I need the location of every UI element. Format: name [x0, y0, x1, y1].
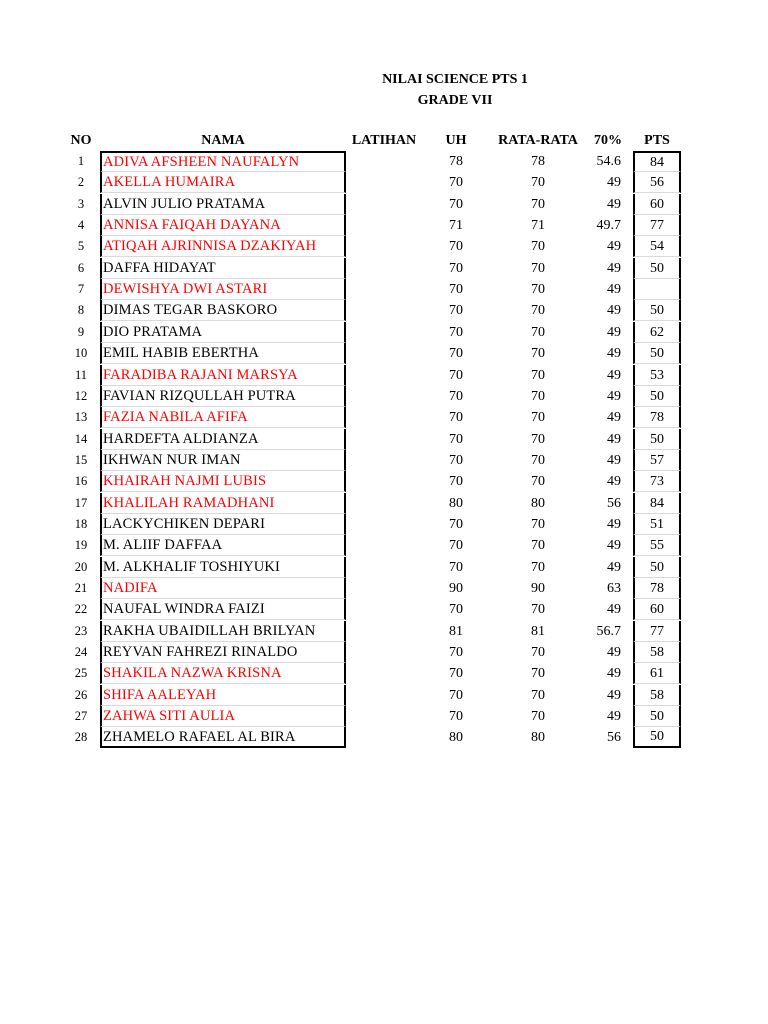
row-number: 25: [74, 666, 88, 681]
rata-rata-score: 70: [531, 196, 545, 212]
table-row: [0, 194, 768, 215]
rata-rata-score: 70: [531, 452, 545, 468]
pts-score: 50: [633, 429, 681, 450]
student-name: REYVAN FAHREZI RINALDO: [100, 642, 346, 663]
uh-score: 71: [449, 218, 463, 234]
rata-rata-score: 80: [531, 495, 545, 511]
row-number: 24: [74, 645, 88, 660]
student-name: DEWISHYA DWI ASTARI: [100, 279, 346, 300]
student-name: EMIL HABIB EBERTHA: [100, 343, 346, 364]
row-number: 12: [74, 388, 88, 403]
row-number: 3: [77, 196, 85, 211]
seventy-percent-score: 49: [607, 431, 621, 447]
pts-score: 53: [633, 365, 681, 386]
uh-score: 78: [449, 154, 463, 169]
table-row: [0, 706, 768, 727]
header-no: NO: [70, 133, 92, 148]
seventy-percent-score: 63: [607, 581, 621, 596]
seventy-percent-score: 56: [607, 495, 621, 511]
seventy-percent-score: 49: [607, 175, 621, 191]
table-row: [0, 322, 768, 343]
seventy-percent-score: 49: [607, 303, 621, 319]
pts-score: 62: [633, 322, 681, 343]
student-name: ALVIN JULIO PRATAMA: [100, 194, 346, 215]
student-name: NAUFAL WINDRA FAIZI: [100, 599, 346, 620]
pts-score: 51: [633, 514, 681, 535]
row-number: 10: [74, 346, 88, 361]
student-name: LACKYCHIKEN DEPARI: [100, 514, 346, 535]
table-row: [0, 599, 768, 620]
pts-score: 56: [633, 172, 681, 193]
table-row: [0, 407, 768, 428]
pts-score: 57: [633, 450, 681, 471]
uh-score: 70: [449, 602, 463, 618]
pts-score: 60: [633, 194, 681, 215]
pts-score: 50: [633, 706, 681, 727]
rata-rata-score: 70: [531, 346, 545, 362]
pts-score: 54: [633, 236, 681, 257]
student-name: FAZIA NABILA AFIFA: [100, 407, 346, 428]
rata-rata-score: 70: [531, 602, 545, 618]
rata-rata-score: 70: [531, 367, 545, 383]
row-number: 26: [74, 687, 88, 702]
student-name: M. ALKHALIF TOSHIYUKI: [100, 557, 346, 578]
seventy-percent-score: 49: [607, 260, 621, 276]
seventy-percent-score: 49.7: [596, 218, 621, 234]
student-name: DAFFA HIDAYAT: [100, 258, 346, 279]
row-number: 18: [74, 516, 88, 531]
seventy-percent-score: 49: [607, 474, 621, 490]
pts-score: 50: [633, 386, 681, 407]
rata-rata-score: 70: [531, 175, 545, 191]
seventy-percent-score: 49: [607, 602, 621, 618]
row-number: 8: [77, 303, 85, 318]
pts-score: 77: [633, 621, 681, 642]
rata-rata-score: 81: [531, 623, 545, 639]
uh-score: 70: [449, 709, 463, 725]
uh-score: 80: [449, 730, 463, 746]
uh-score: 70: [449, 559, 463, 575]
student-name: SHAKILA NAZWA KRISNA: [100, 663, 346, 684]
table-row: [0, 343, 768, 364]
rata-rata-score: 70: [531, 709, 545, 725]
student-name: ATIQAH AJRINNISA DZAKIYAH: [100, 236, 346, 257]
pts-score: 61: [633, 663, 681, 684]
uh-score: 70: [449, 410, 463, 426]
row-number: 27: [74, 709, 88, 724]
row-number: 23: [74, 623, 88, 638]
table-row: [0, 429, 768, 450]
header-70-percent: 70%: [594, 133, 622, 148]
rata-rata-score: 70: [531, 260, 545, 276]
seventy-percent-score: 49: [607, 239, 621, 255]
uh-score: 70: [449, 324, 463, 340]
uh-score: 70: [449, 388, 463, 404]
row-number: 9: [77, 324, 85, 339]
table-row: [0, 151, 768, 172]
rata-rata-score: 70: [531, 559, 545, 575]
seventy-percent-score: 49: [607, 346, 621, 362]
uh-score: 70: [449, 346, 463, 362]
seventy-percent-score: 49: [607, 410, 621, 426]
uh-score: 81: [449, 623, 463, 639]
header-pts: PTS: [644, 133, 670, 148]
student-name: RAKHA UBAIDILLAH BRILYAN: [100, 621, 346, 642]
row-number: 17: [74, 495, 88, 510]
uh-score: 70: [449, 474, 463, 490]
uh-score: 70: [449, 367, 463, 383]
student-name: ZAHWA SITI AULIA: [100, 706, 346, 727]
table-row: [0, 215, 768, 236]
row-number: 2: [77, 175, 85, 190]
rata-rata-score: 70: [531, 516, 545, 532]
student-name: ADIVA AFSHEEN NAUFALYN: [100, 151, 346, 172]
uh-score: 90: [449, 581, 463, 596]
uh-score: 70: [449, 452, 463, 468]
row-number: 7: [77, 282, 85, 297]
student-name: M. ALIIF DAFFAA: [100, 535, 346, 556]
student-name: AKELLA HUMAIRA: [100, 172, 346, 193]
pts-score: 50: [633, 343, 681, 364]
student-name: FARADIBA RAJANI MARSYA: [100, 365, 346, 386]
page-subtitle: GRADE VII: [417, 93, 493, 108]
table-row: [0, 663, 768, 684]
seventy-percent-score: 49: [607, 559, 621, 575]
rata-rata-score: 70: [531, 645, 545, 661]
rata-rata-score: 80: [531, 730, 545, 746]
row-number: 14: [74, 431, 88, 446]
row-number: 20: [74, 559, 88, 574]
seventy-percent-score: 49: [607, 367, 621, 383]
row-number: 28: [74, 730, 88, 745]
uh-score: 70: [449, 282, 463, 298]
student-name: IKHWAN NUR IMAN: [100, 450, 346, 471]
seventy-percent-score: 49: [607, 282, 621, 298]
table-row: [0, 172, 768, 193]
seventy-percent-score: 49: [607, 196, 621, 212]
uh-score: 80: [449, 495, 463, 511]
pts-score: 50: [633, 258, 681, 279]
pts-score: 84: [633, 151, 681, 172]
row-number: 4: [77, 218, 85, 233]
rata-rata-score: 70: [531, 388, 545, 404]
table-row: [0, 685, 768, 706]
uh-score: 70: [449, 645, 463, 661]
seventy-percent-score: 49: [607, 388, 621, 404]
row-number: 21: [74, 581, 88, 595]
pts-score: 58: [633, 642, 681, 663]
seventy-percent-score: 54.6: [596, 154, 621, 169]
rata-rata-score: 70: [531, 282, 545, 298]
seventy-percent-score: 49: [607, 538, 621, 554]
rata-rata-score: 70: [531, 474, 545, 490]
header-nama: NAMA: [201, 133, 245, 148]
uh-score: 70: [449, 303, 463, 319]
student-name: DIO PRATAMA: [100, 322, 346, 343]
table-row: [0, 578, 768, 599]
table-row: [0, 386, 768, 407]
rata-rata-score: 70: [531, 410, 545, 426]
pts-score: 58: [633, 685, 681, 706]
table-row: [0, 642, 768, 663]
header-rata-rata: RATA-RATA: [498, 133, 578, 148]
pts-score: 77: [633, 215, 681, 236]
row-number: 13: [74, 410, 88, 425]
row-number: 16: [74, 474, 88, 489]
header-latihan: LATIHAN: [351, 133, 417, 148]
student-name: NADIFA: [100, 578, 346, 599]
uh-score: 70: [449, 687, 463, 703]
table-row: [0, 535, 768, 556]
pts-score: 50: [633, 300, 681, 321]
row-number: 6: [77, 260, 85, 275]
row-number: 1: [77, 154, 85, 168]
uh-score: 70: [449, 196, 463, 212]
seventy-percent-score: 56: [607, 730, 621, 746]
pts-score: 78: [633, 578, 681, 599]
rata-rata-score: 78: [531, 154, 545, 169]
uh-score: 70: [449, 239, 463, 255]
rata-rata-score: 70: [531, 687, 545, 703]
table-row: [0, 557, 768, 578]
row-number: 5: [77, 239, 85, 254]
uh-score: 70: [449, 260, 463, 276]
seventy-percent-score: 49: [607, 666, 621, 682]
row-number: 11: [74, 367, 88, 382]
table-row: [0, 236, 768, 257]
pts-score: 50: [633, 557, 681, 578]
row-number: 19: [74, 538, 88, 553]
pts-score: 73: [633, 471, 681, 492]
table-row: [0, 258, 768, 279]
pts-score: 60: [633, 599, 681, 620]
row-number: 22: [74, 602, 88, 617]
seventy-percent-score: 49: [607, 516, 621, 532]
seventy-percent-score: 49: [607, 452, 621, 468]
pts-score: 50: [633, 727, 681, 748]
rata-rata-score: 70: [531, 538, 545, 554]
seventy-percent-score: 49: [607, 645, 621, 661]
table-row: [0, 365, 768, 386]
table-row: [0, 727, 768, 748]
student-name: KHAIRAH NAJMI LUBIS: [100, 471, 346, 492]
page-title: NILAI SCIENCE PTS 1: [382, 72, 528, 87]
student-name: ANNISA FAIQAH DAYANA: [100, 215, 346, 236]
seventy-percent-score: 49: [607, 709, 621, 725]
table-row: [0, 621, 768, 642]
seventy-percent-score: 56.7: [596, 623, 621, 639]
pts-score: [633, 279, 681, 300]
seventy-percent-score: 49: [607, 324, 621, 340]
table-row: [0, 471, 768, 492]
pts-score: 78: [633, 407, 681, 428]
pts-score: 84: [633, 493, 681, 514]
student-name: SHIFA AALEYAH: [100, 685, 346, 706]
row-number: 15: [74, 452, 88, 467]
uh-score: 70: [449, 431, 463, 447]
student-name: KHALILAH RAMADHANI: [100, 493, 346, 514]
student-name: DIMAS TEGAR BASKORO: [100, 300, 346, 321]
seventy-percent-score: 49: [607, 687, 621, 703]
table-row: [0, 493, 768, 514]
rata-rata-score: 70: [531, 303, 545, 319]
rata-rata-score: 70: [531, 239, 545, 255]
pts-score: 55: [633, 535, 681, 556]
student-name: FAVIAN RIZQULLAH PUTRA: [100, 386, 346, 407]
table-row: [0, 450, 768, 471]
rata-rata-score: 70: [531, 324, 545, 340]
uh-score: 70: [449, 666, 463, 682]
student-name: HARDEFTA ALDIANZA: [100, 429, 346, 450]
table-row: [0, 300, 768, 321]
rata-rata-score: 70: [531, 431, 545, 447]
rata-rata-score: 90: [531, 581, 545, 596]
rata-rata-score: 70: [531, 666, 545, 682]
uh-score: 70: [449, 175, 463, 191]
uh-score: 70: [449, 516, 463, 532]
rata-rata-score: 71: [531, 218, 545, 234]
table-row: [0, 279, 768, 300]
table-row: [0, 514, 768, 535]
student-name: ZHAMELO RAFAEL AL BIRA: [100, 727, 346, 748]
uh-score: 70: [449, 538, 463, 554]
header-uh: UH: [445, 133, 467, 148]
